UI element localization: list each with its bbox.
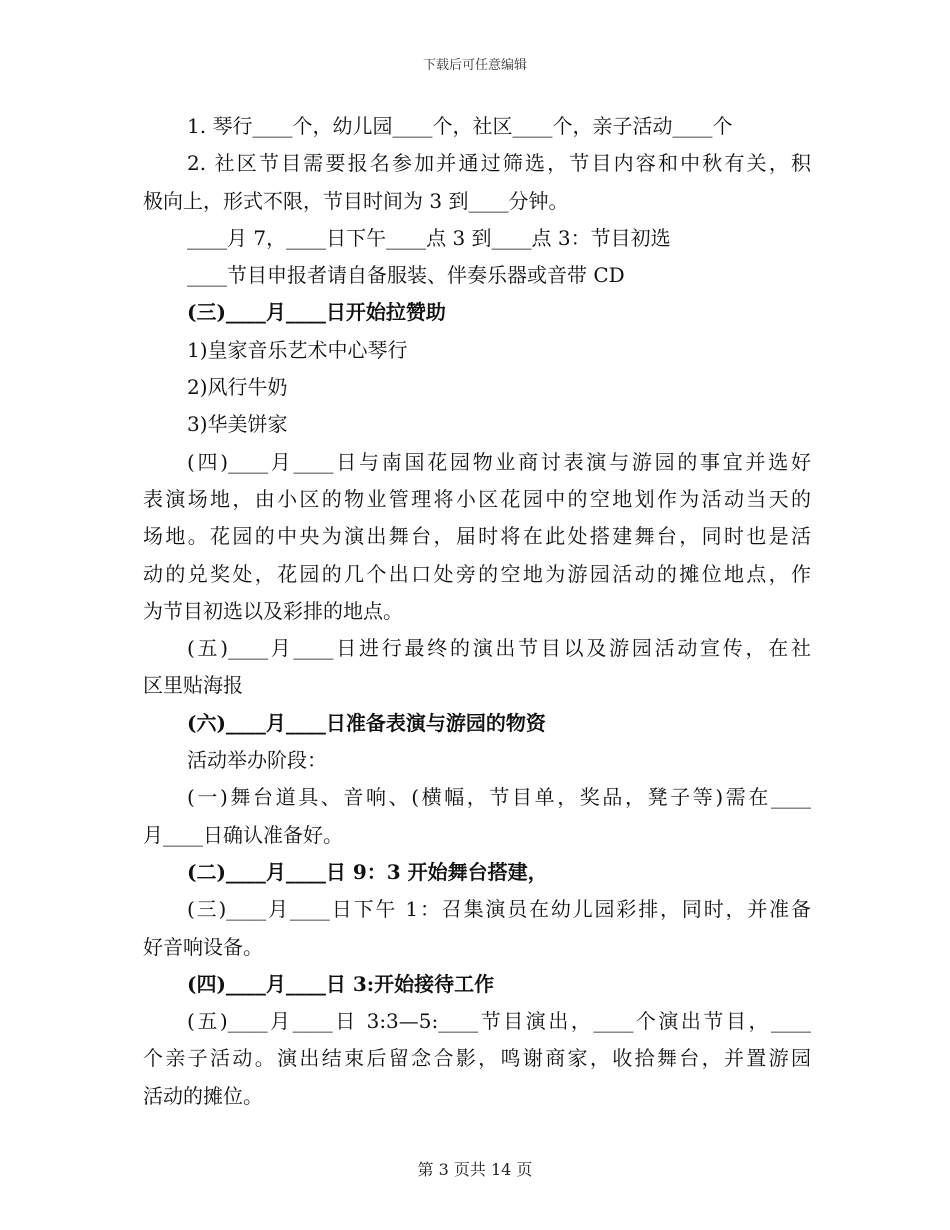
text-line: 1. 琴行____个，幼儿园____个，社区____个，亲子活动____个 xyxy=(187,114,733,138)
text-line: ____月 7，____日下午____点 3 到____点 3：节目初选 xyxy=(187,225,671,250)
text-line: 区里贴海报 xyxy=(143,673,243,698)
text-line: 表演场地，由小区的物业管理将小区花园中的空地划作为活动当天的 xyxy=(143,486,811,511)
text-line: 活动举办阶段： xyxy=(187,748,327,773)
text-line: 极向上，形式不限，节目时间为 3 到____分钟。 xyxy=(143,188,569,213)
text-line: 2)风行牛奶 xyxy=(187,375,288,400)
text-line: ____节目申报者请自备服装、伴奏乐器或音带 CD xyxy=(187,263,625,288)
text-line: 为节目初选以及彩排的地点。 xyxy=(143,598,403,623)
text-line: (三)____月____日下午 1：召集演员在幼儿园彩排，同时，并准备 xyxy=(187,897,811,922)
text-line: (四)____月____日 3:开始接待工作 xyxy=(187,971,495,996)
text-line: 场地。花园的中央为演出舞台，届时将在此处搭建舞台，同时也是活 xyxy=(143,524,811,549)
text-line: (六)____月____日准备表演与游园的物资 xyxy=(187,710,546,735)
text-line: (五)____月____日进行最终的演出节目以及游园活动宣传，在社 xyxy=(187,636,811,661)
text-line: 动的兑奖处，花园的几个出口处旁的空地为游园活动的摊位地点，作 xyxy=(143,561,811,586)
document-body xyxy=(143,108,811,1115)
text-line: (二)____月____日 9：3 开始舞台搭建， xyxy=(187,859,548,884)
text-line: (五)____月____日 3:3—5:____节目演出，____个演出节目，____ xyxy=(187,1009,811,1034)
page-header: 下载后可任意编辑 xyxy=(422,58,527,73)
text-line: (一)舞台道具、音响、(横幅，节目单，奖品，凳子等)需在____ xyxy=(187,785,811,810)
text-line: 1)皇家音乐艺术中心琴行 xyxy=(187,337,408,362)
text-line: (三)____月____日开始拉赞助 xyxy=(187,300,446,325)
text-line: 个亲子活动。演出结束后留念合影，鸣谢商家，收拾舞台，并置游园 xyxy=(143,1046,811,1071)
page-footer: 第 3 页共 14 页 xyxy=(417,1160,533,1179)
text-line: (四)____月____日与南国花园物业商讨表演与游园的事宜并选好 xyxy=(187,449,811,474)
text-line: 好音响设备。 xyxy=(143,934,263,959)
text-line: 2. 社区节目需要报名参加并通过筛选，节目内容和中秋有关，积 xyxy=(187,151,811,176)
text-line: 活动的摊位。 xyxy=(143,1083,263,1108)
text-line: 月____日确认准备好。 xyxy=(143,822,343,847)
text-line: 3)华美饼家 xyxy=(187,412,288,437)
